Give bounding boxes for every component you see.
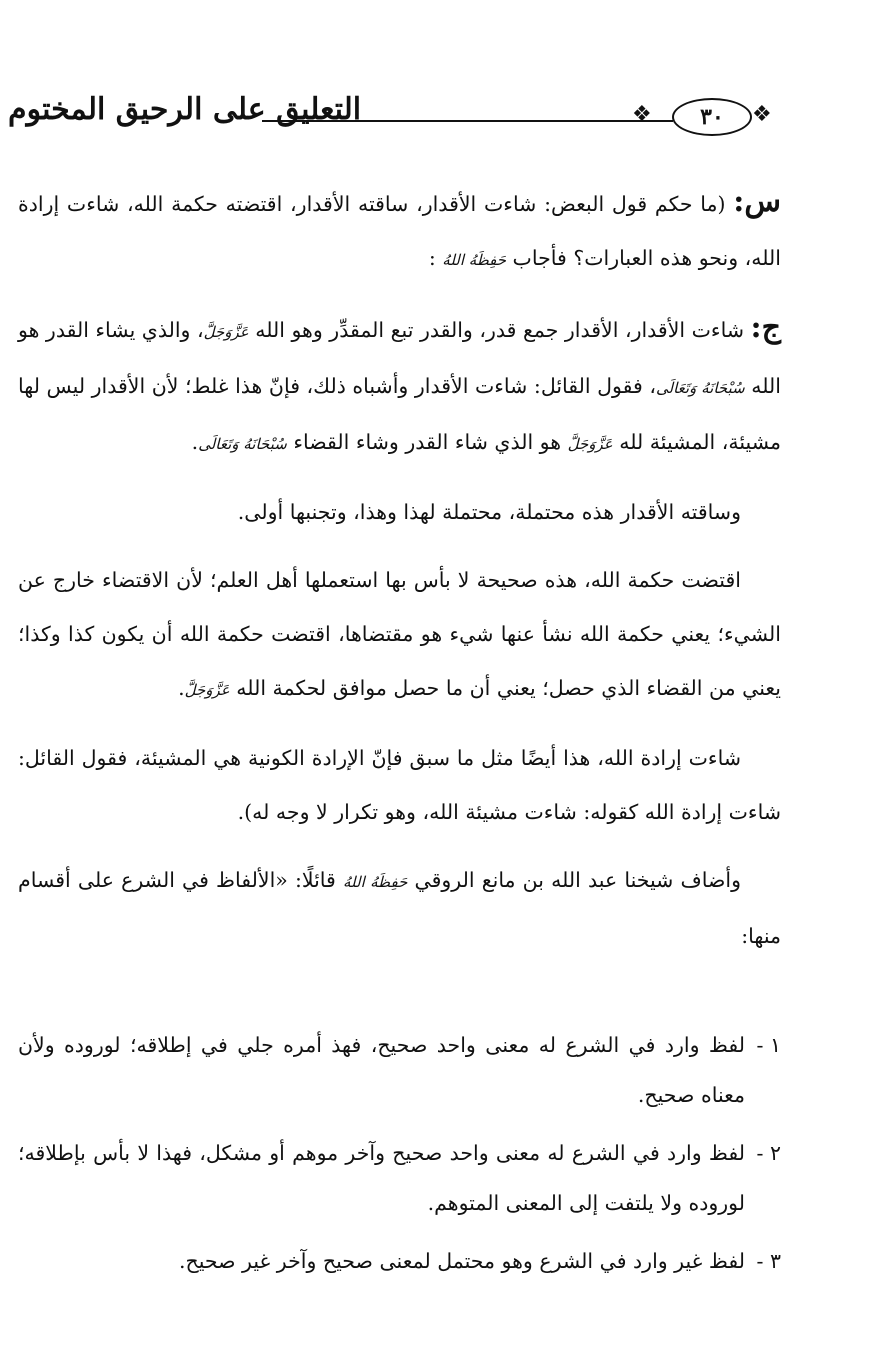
honorific: سُبْحَانَهُ وَتَعَالَى: [656, 379, 745, 397]
page-number: ٣٠: [672, 98, 752, 136]
honorific: عَزَّوَجَلَّ: [203, 323, 249, 341]
header-rule: [262, 120, 673, 122]
answer-text-3: ، فقول القائل: شاءت الأقدار وأشباه ذلك، فإنّ هذا غلط؛ لأن الأقدار ليس لها مشيئة، المشيئة لله: [18, 374, 781, 454]
list-item: [18, 1020, 781, 1120]
honorific: سُبْحَانَهُ وَتَعَالَى: [198, 435, 287, 453]
list-number: ١ -: [756, 1033, 781, 1057]
ornament-left-icon: ❖: [632, 102, 652, 127]
body-text: [18, 175, 781, 977]
list-number: ٢ -: [756, 1141, 781, 1165]
paragraph-3-text: اقتضت حكمة الله، هذه صحيحة لا بأس بها استعملها أهل العلم؛ لأن الاقتضاء خارج عن الشيء؛ يعني حكمة الله نشأ عنها شيء هو مقتضاها، اقتضت حكمة الله أن يكون كذا وكذا؛ يعني من القضاء الذي حصل؛ يعني أن ما حصل موافق لحكمة الله: [18, 568, 781, 700]
book-title: التعليق على الرحيق المختوم: [8, 92, 362, 127]
answer-text-2: ، والذي يشاء القدر هو الله: [18, 318, 781, 398]
answer-text-4: هو الذي شاء القدر وشاء القضاء: [293, 430, 562, 454]
paragraph-3-end: .: [178, 676, 185, 700]
answer-paragraph: [18, 301, 781, 471]
list-number: ٣ -: [756, 1249, 781, 1273]
paragraph-2: وساقته الأقدار هذه محتملة، محتملة لهذا وهذا، وتجنبها أولى.: [237, 500, 741, 524]
question-end: :: [428, 246, 436, 270]
list-text: لفظ وارد في الشرع له معنى واحد صحيح وآخر موهم أو مشكل، فهذا لا بأس بإطلاقه؛ لوروده ولا يلتفت إلى المعنى المتوهم.: [18, 1141, 745, 1215]
list-item: [18, 1128, 781, 1228]
list-text: لفظ غير وارد في الشرع وهو محتمل لمعنى صحيح وآخر غير صحيح.: [178, 1249, 745, 1273]
page-header: [0, 84, 873, 144]
question-paragraph: [18, 175, 781, 287]
paragraph-4: شاءت إرادة الله، هذا أيضًا مثل ما سبق فإنّ الإرادة الكونية هي المشيئة، فقول القائل: شاءت إرادة الله كقوله: شاءت مشيئة الله، وهو تكرار لا وجه له).: [18, 746, 781, 824]
question-label: س:: [733, 184, 781, 219]
honorific: عَزَّوَجَلَّ: [184, 681, 230, 699]
answer-text-1: شاءت الأقدار، الأقدار جمع قدر، والقدر تبع المقدِّر وهو الله: [255, 318, 744, 342]
honorific: حَفِظَهُ اللهُ: [442, 251, 507, 269]
paragraph-5-text-1: وأضاف شيخنا عبد الله بن مانع الروقي: [414, 868, 741, 892]
honorific: عَزَّوَجَلَّ: [567, 435, 613, 453]
ornament-right-icon: ❖: [752, 102, 772, 127]
answer-text-5: .: [191, 430, 199, 454]
paragraph-3: [18, 553, 781, 717]
paragraph-5: [18, 853, 781, 963]
honorific: حَفِظَهُ اللهُ: [343, 873, 408, 891]
paragraph-5-text-2: قائلًا: «الألفاظ في الشرع على أقسام منها:: [18, 868, 781, 948]
list-text: لفظ وارد في الشرع له معنى واحد صحيح، فهذ أمره جلي في إطلاقه؛ لوروده ولأن معناه صحيح.: [18, 1033, 745, 1107]
question-text: (ما حكم قول البعض: شاءت الأقدار، ساقته الأقدار، اقتضته حكمة الله، شاءت إرادة الله، ونحو هذه العبارات؟ فأجاب: [18, 192, 781, 270]
numbered-list: [18, 1020, 781, 1294]
list-item: [18, 1236, 781, 1286]
answer-label: ج:: [750, 310, 781, 345]
